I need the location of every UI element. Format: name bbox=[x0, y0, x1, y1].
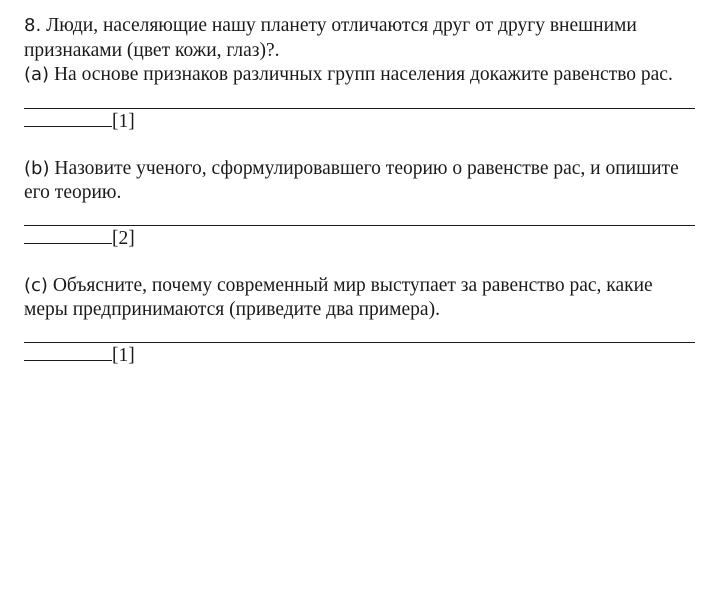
part-a-marks: [1] bbox=[112, 110, 135, 132]
question-sheet bbox=[24, 14, 696, 365]
part-a-mark-row bbox=[24, 109, 696, 131]
part-a-text: На основе признаков различных групп населения докажите равенство рас. bbox=[49, 64, 673, 85]
part-b-prompt bbox=[24, 157, 696, 206]
part-c-mark-row bbox=[24, 343, 696, 365]
part-c-marks: [1] bbox=[112, 344, 135, 366]
question-number: 8. bbox=[24, 15, 42, 36]
part-c-prompt bbox=[24, 274, 696, 323]
part-b-answer-blank[interactable] bbox=[24, 226, 112, 244]
part-b-text: Назовите ученого, сформулировавшего теорию о равенстве рас, и опишите его теорию. bbox=[24, 157, 679, 203]
part-c-label: (c) bbox=[24, 274, 48, 296]
part-a-prompt bbox=[24, 63, 696, 88]
question-stem bbox=[24, 14, 696, 63]
part-a-answer-blank[interactable] bbox=[24, 109, 112, 127]
part-b-mark-row bbox=[24, 226, 696, 248]
question-text: Люди, населяющие нашу планету отличаются друг от другу внешними признаками (цвет кожи, глаз)?. bbox=[24, 15, 637, 61]
part-b-label: (b) bbox=[24, 157, 50, 179]
part-c-answer-blank[interactable] bbox=[24, 343, 112, 361]
part-c-text: Объясните, почему современный мир выступает за равенство рас, какие меры предпринимаются (приведите два примера). bbox=[24, 274, 653, 320]
part-b-marks: [2] bbox=[112, 227, 135, 249]
part-a-label: (a) bbox=[24, 64, 50, 85]
